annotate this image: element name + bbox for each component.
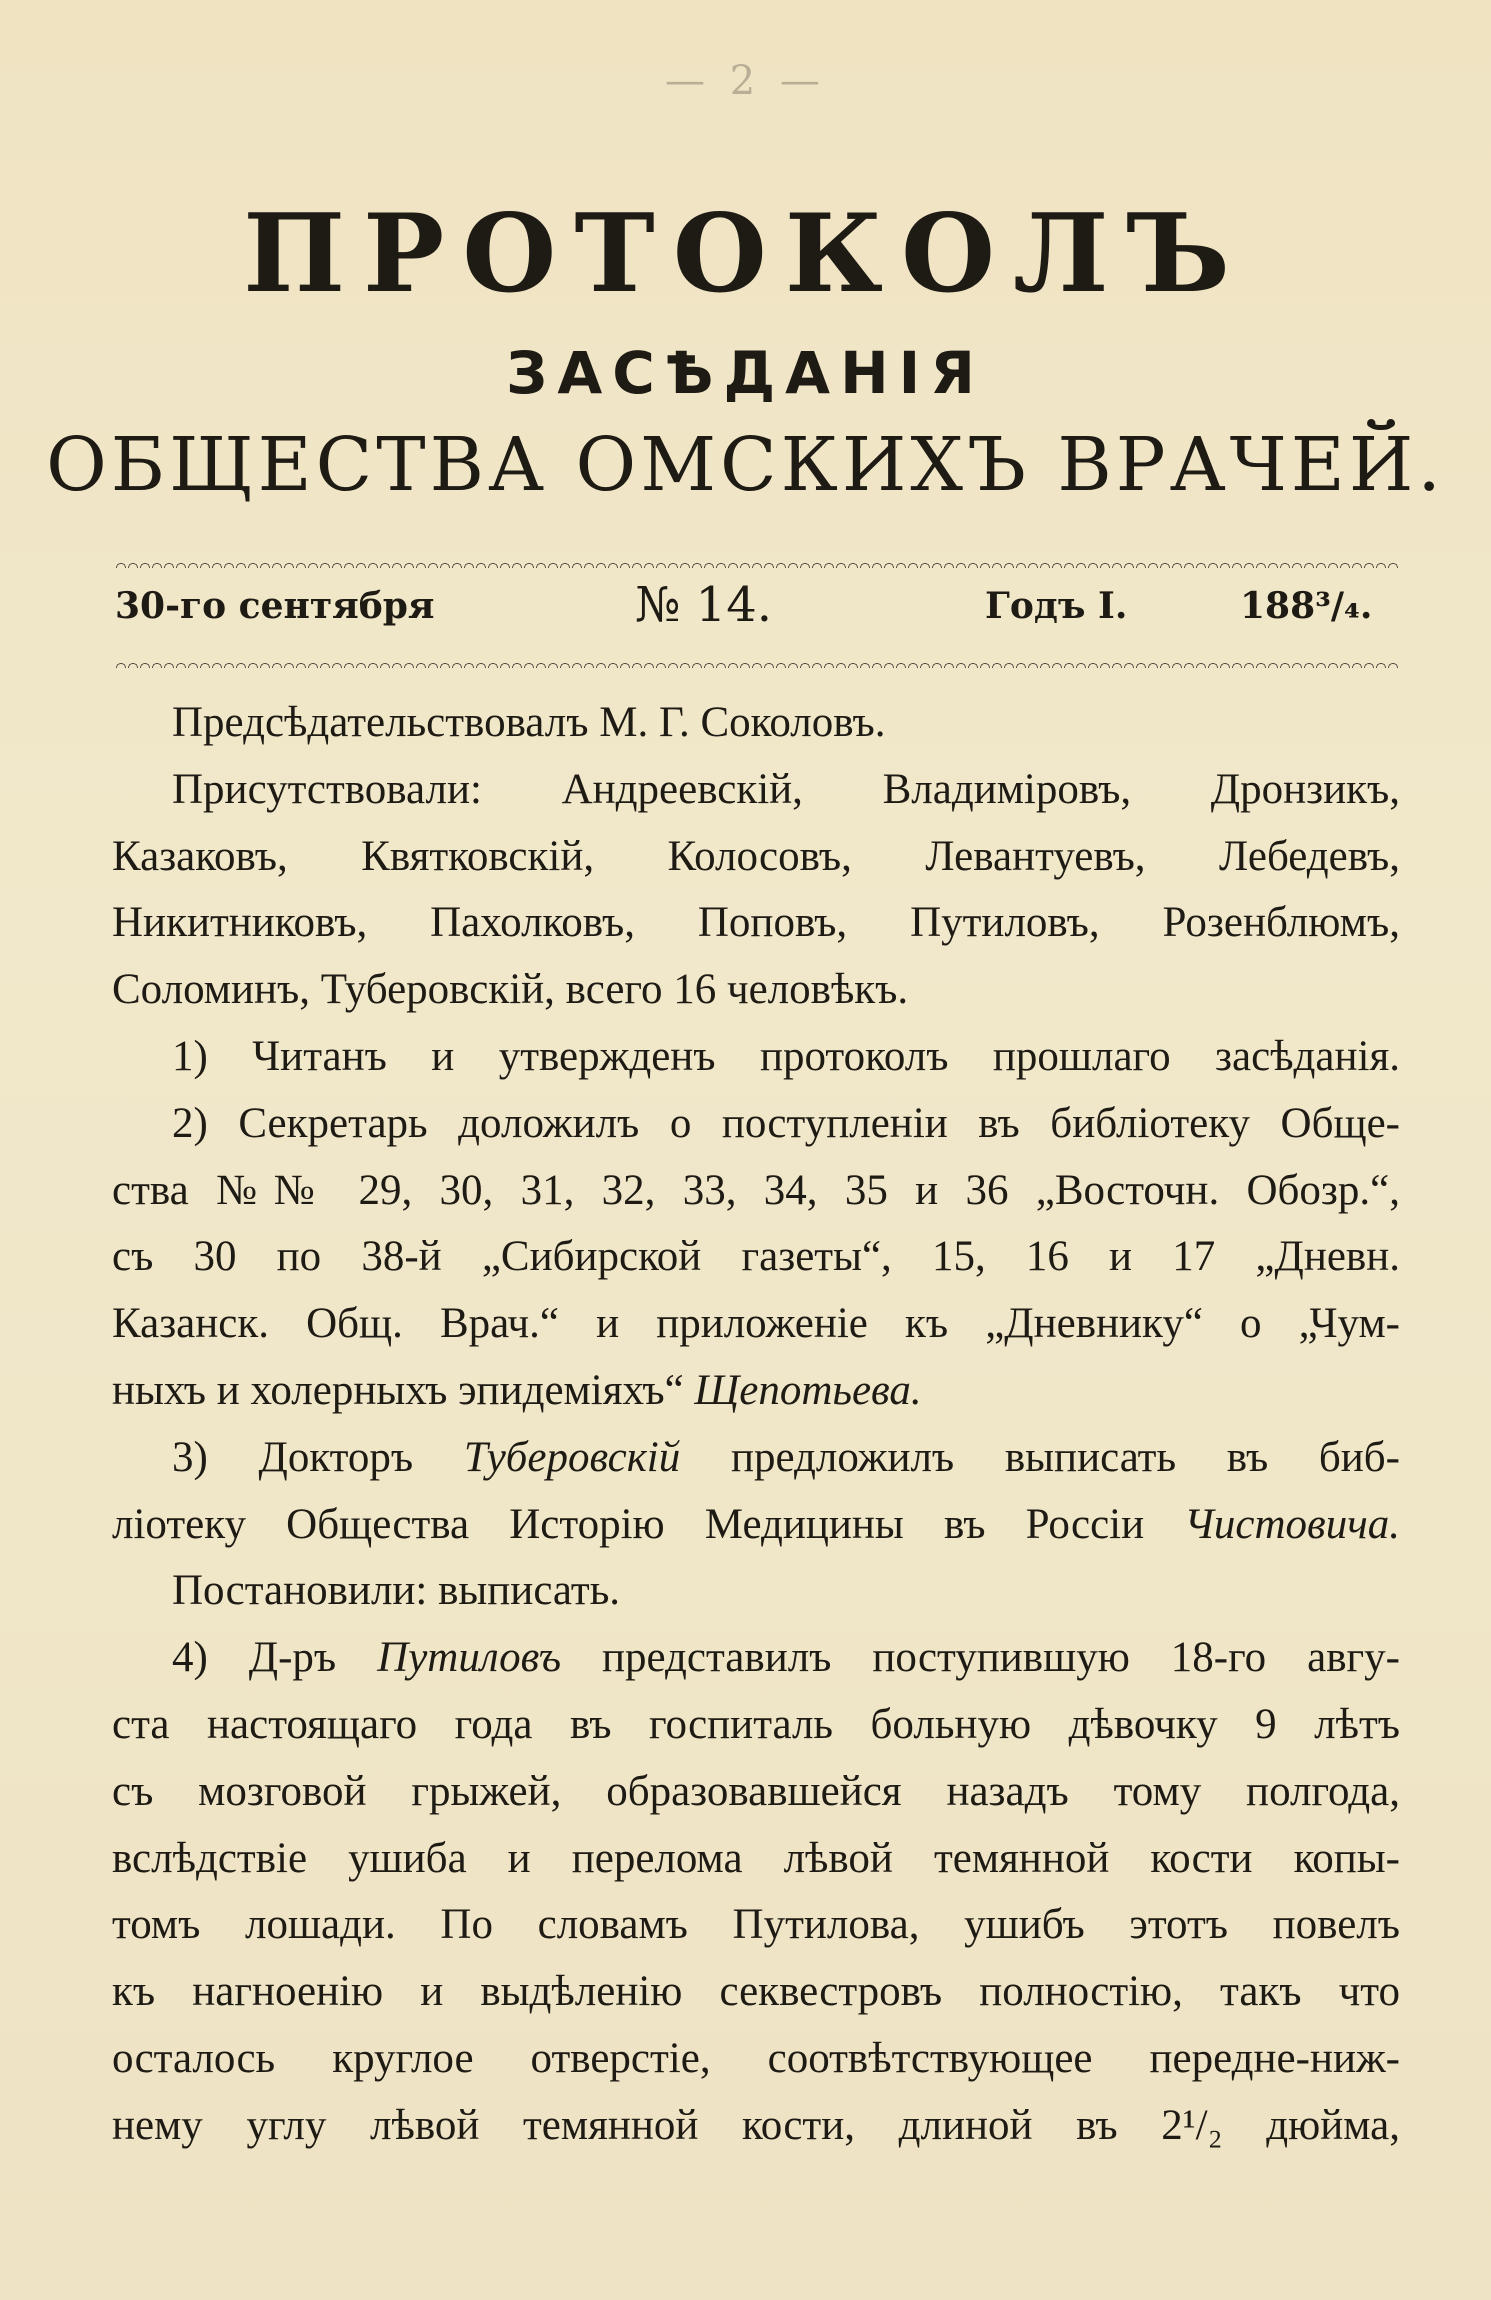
issue-meta (115, 577, 1405, 645)
text-line: ліотеку Общества Исторію Медицины въ Россіи Чистовича. (112, 1500, 1400, 1548)
wavy-rule-bottom (115, 658, 1400, 668)
year-label: Годъ I. (985, 585, 1128, 627)
text-line: ста настоящаго года въ госпиталь больную дѣвочку 9 лѣтъ (112, 1700, 1400, 1748)
text-line: съ 30 по 38-й „Сибирской газеты“, 15, 16 и 17 „Дневн. (112, 1233, 1400, 1281)
wavy-rule-top (115, 558, 1400, 568)
text-line: Соломинъ, Туберовскій, всего 16 человѣкъ. (112, 966, 909, 1014)
page-number: — 2 — (665, 58, 826, 104)
issue-number: № 14. (635, 577, 773, 633)
text-line: къ нагноенію и выдѣленію секвестровъ полностію, такъ что (112, 1968, 1400, 2016)
text-line: Никитниковъ, Пахолковъ, Поповъ, Путиловъ, Розенблюмъ, (112, 899, 1400, 947)
text-line: ства №№ 29, 30, 31, 32, 33, 34, 35 и 36 „Восточн. Обозр.“, (112, 1166, 1400, 1214)
text-line: 4) Д-ръ Путиловъ представилъ поступившую 18-го авгу- (172, 1634, 1400, 1682)
text-line: Постановили: выписать. (172, 1567, 621, 1615)
document-title: ПРОТОКОЛЪ (243, 191, 1248, 317)
society-name: ОБЩЕСТВА ОМСКИХЪ ВРАЧЕЙ. (46, 422, 1445, 508)
year-value: 188³/₄. (1240, 585, 1373, 627)
text-line: Предсѣдательствовалъ М. Г. Соколовъ. (172, 699, 886, 746)
meeting-date: 30-го сентября (115, 585, 435, 627)
text-line: ныхъ и холерныхъ эпидеміяхъ“ Щепотьева. (112, 1366, 922, 1414)
document-subtitle: ЗАСѢДАНІЯ (506, 339, 985, 407)
text-line: нему углу лѣвой темянной кости, длиной въ 2¹/₂ дюйма, (112, 2101, 1400, 2149)
text-line: Казанск. Общ. Врач.“ и приложеніе къ „Дневнику“ о „Чум- (112, 1300, 1400, 1348)
text-line: 1) Читанъ и утвержденъ протоколъ прошлаго засѣданія. (172, 1032, 1400, 1080)
protocol-body (112, 690, 1400, 2160)
text-line: Казаковъ, Квятковскій, Колосовъ, Левантуевъ, Лебедевъ, (112, 832, 1400, 880)
text-line: Присутствовали: Андреевскій, Владиміровъ, Дронзикъ, (172, 765, 1400, 813)
text-line: вслѣдствіе ушиба и перелома лѣвой темянной кости копы- (112, 1834, 1400, 1882)
text-line: томъ лошади. По словамъ Путилова, ушибъ этотъ повелъ (112, 1901, 1400, 1949)
text-line: 3) Докторъ Туберовскій предложилъ выписать въ биб- (172, 1433, 1401, 1481)
text-line: 2) Секретарь доложилъ о поступленіи въ библіотеку Обще- (172, 1099, 1400, 1147)
text-line: съ мозговой грыжей, образовавшейся назадъ тому полгода, (112, 1767, 1400, 1815)
text-line: осталось круглое отверстіе, соотвѣтствующее передне-ниж- (112, 2034, 1400, 2082)
